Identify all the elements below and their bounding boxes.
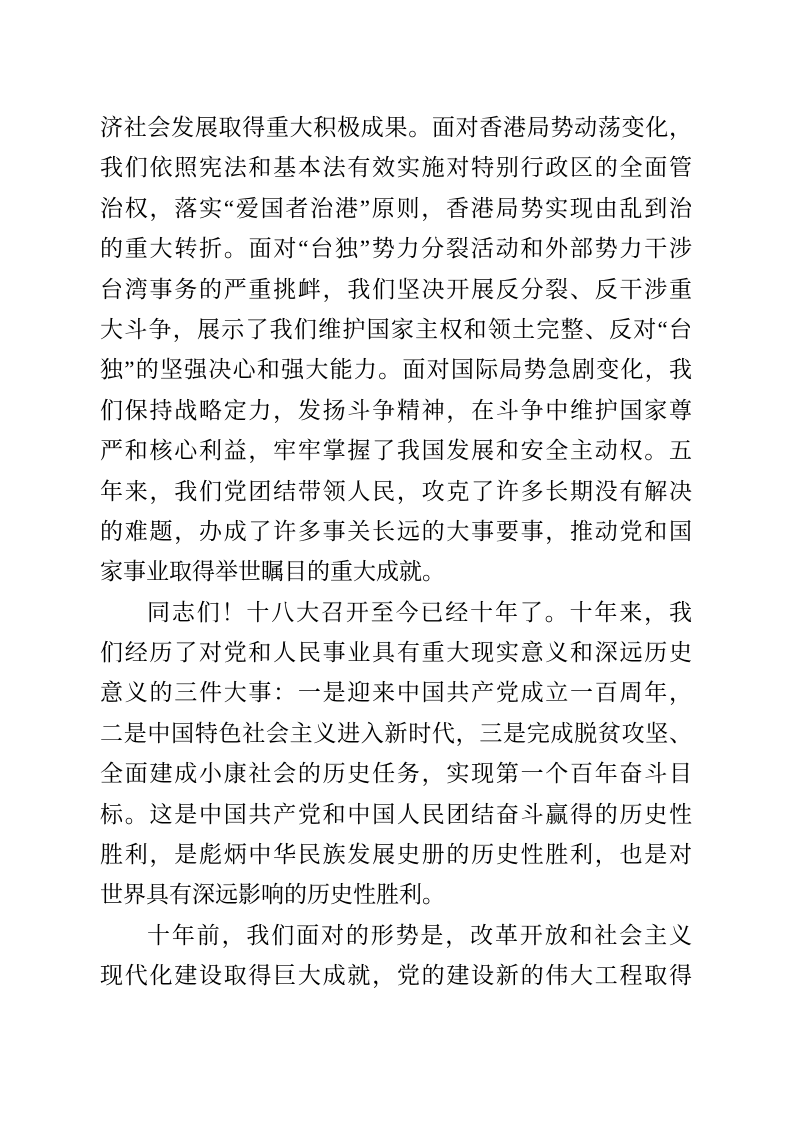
text-line: 世界具有深远影响的历史性胜利。 [100, 882, 445, 908]
text-line: 独”的坚强决心和强大能力。面对国际局势急剧变化，我 [100, 357, 692, 383]
text-line: 意义的三件大事：一是迎来中国共产党成立一百周年， [100, 680, 692, 706]
text-line: 济社会发展取得重大积极成果。面对香港局势动荡变化， [100, 115, 692, 140]
text-line: 大斗争，展示了我们维护国家主权和领土完整、反对“台 [100, 316, 692, 342]
document-text-block [100, 108, 692, 997]
text-line: 家事业取得举世瞩目的重大成就。 [100, 559, 445, 585]
paragraph [100, 916, 692, 997]
text-line: 治权，落实“爱国者治港”原则，香港局势实现由乱到治 [100, 195, 692, 221]
text-line: 胜利，是彪炳中华民族发展史册的历史性胜利，也是对 [100, 842, 692, 868]
text-line: 的重大转折。面对“台独”势力分裂活动和外部势力干涉 [100, 236, 692, 262]
text-line: 现代化建设取得巨大成就，党的建设新的伟大工程取得 [100, 963, 692, 989]
text-line: 我们依照宪法和基本法有效实施对特别行政区的全面管 [100, 155, 692, 181]
paragraph [100, 593, 692, 916]
text-line: 年来，我们党团结带领人民，攻克了许多长期没有解决 [100, 478, 692, 504]
text-line: 全面建成小康社会的历史任务，实现第一个百年奋斗目 [100, 761, 692, 787]
text-line: 二是中国特色社会主义进入新时代，三是完成脱贫攻坚、 [100, 720, 692, 746]
text-line: 们经历了对党和人民事业具有重大现实意义和深远历史 [100, 640, 692, 666]
text-line: 的难题，办成了许多事关长远的大事要事，推动党和国 [100, 518, 692, 544]
text-line: 们保持战略定力，发扬斗争精神，在斗争中维护国家尊 [100, 397, 692, 423]
text-line: 严和核心利益，牢牢掌握了我国发展和安全主动权。五 [100, 438, 692, 464]
paragraph [100, 108, 692, 593]
text-line: 同志们！十八大召开至今已经十年了。十年来，我 [147, 599, 692, 625]
text-line: 十年前，我们面对的形势是，改革开放和社会主义 [147, 922, 692, 948]
text-line: 标。这是中国共产党和中国人民团结奋斗赢得的历史性 [100, 801, 692, 827]
text-line: 台湾事务的严重挑衅，我们坚决开展反分裂、反干涉重 [100, 276, 692, 302]
